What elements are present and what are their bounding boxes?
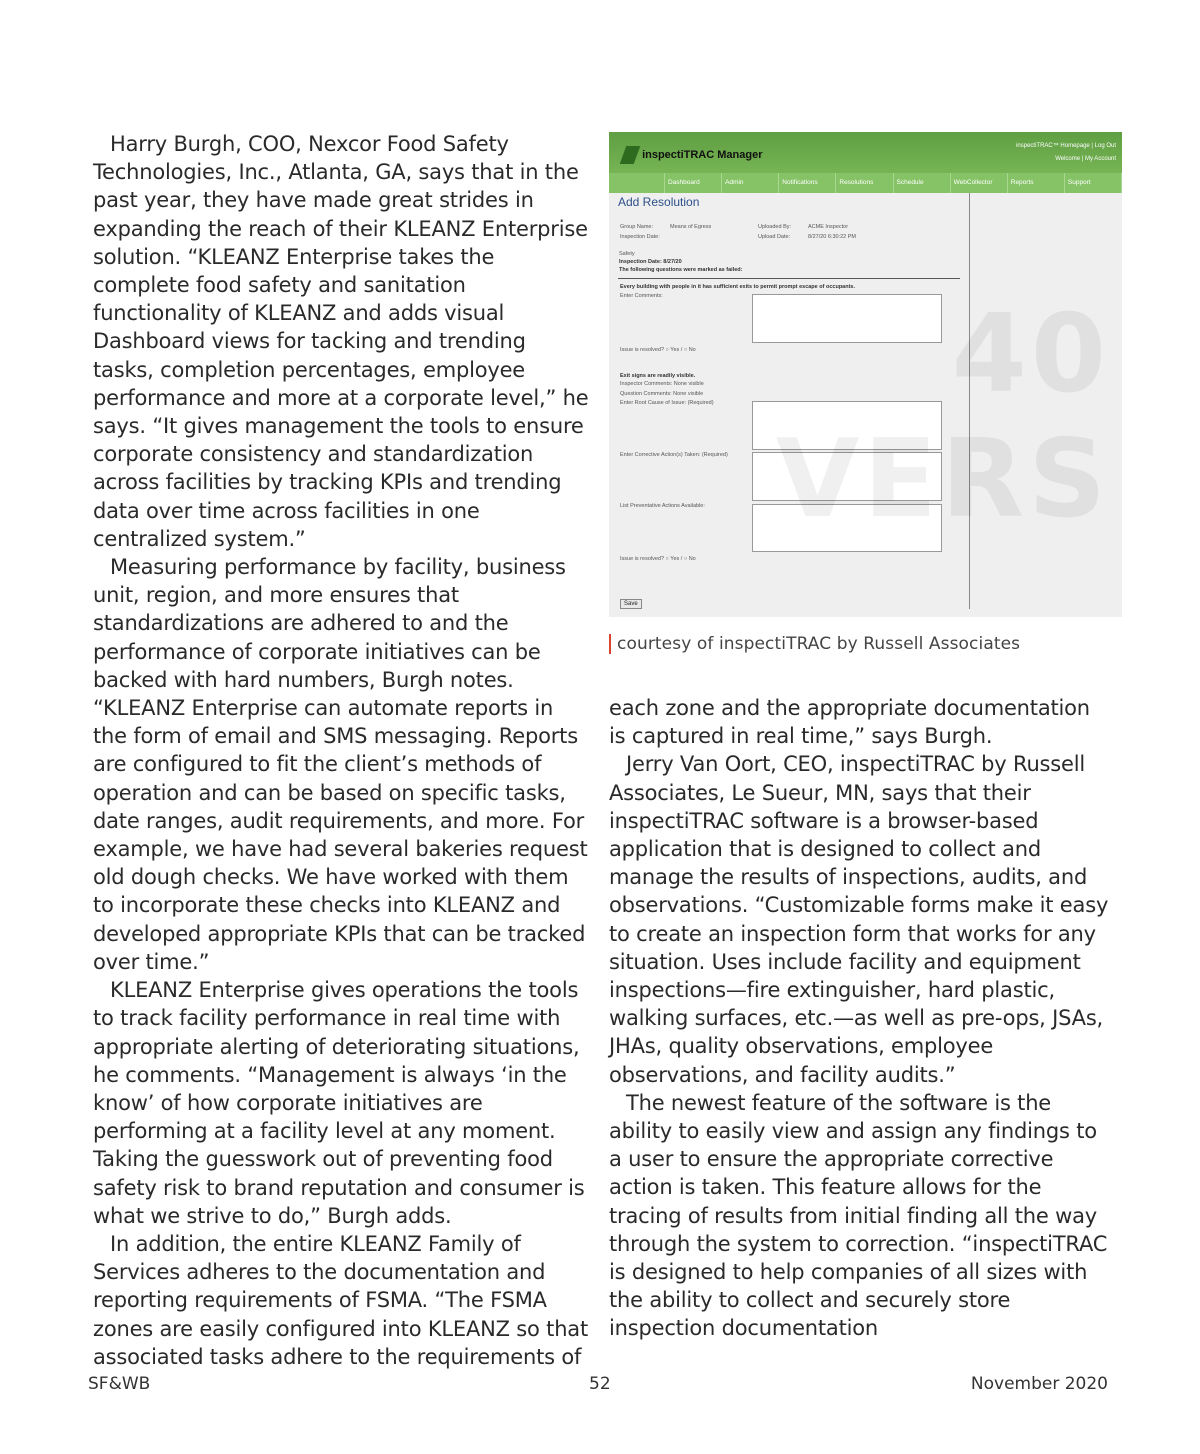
- paragraph: KLEANZ Enterprise gives operations the tools to track facility performance in real time with appropriate alerting of deteriorating situations, he comments. “Management is always ‘in the know’ of how corporate initiatives are performing at a facility level at any moment. Taking the guesswork out of preventing food safety risk to brand reputation and consumer is what we strive to do,” Burgh adds.: [93, 978, 585, 1228]
- paragraph: In addition, the entire KLEANZ Family of Services adheres to the documentation and reporting requirements of FSMA. “The FSMA zones are easily configured into KLEANZ so that associated tasks adhere to the requirements of: [93, 1231, 589, 1369]
- issue-resolved-2: Issue is resolved? ○ Yes / ○ No: [620, 556, 696, 562]
- app-nav: [609, 173, 1122, 193]
- nav-notifications: Notifications: [779, 173, 836, 193]
- paragraph: Harry Burgh, COO, Nexcor Food Safety Technologies, Inc., Atlanta, GA, says that in the past year, they have made great strides in expanding the reach of their KLEANZ Enterprise solution. “KLEANZ Enterprise takes the complete food safety and sanitation functionality of KLEANZ and adds visual Dashboard views for tacking and trending tasks, completion percentages, employee performance and more at a corporate level,” he says. “It gives management the tools to ensure corporate consistency and standardization across facilities by tracking KPIs and trending data over time across facilities in one centralized system.”: [93, 132, 589, 551]
- safety-label: Safety: [619, 251, 635, 257]
- paragraph: Measuring performance by facility, business unit, region, and more ensures that standardizations are adhered to and the performance of corporate initiatives can be backed with hard numbers, Burgh notes. “KLEANZ Enterprise can automate reports in the form of email and SMS messaging. Reports are configured to fit the client’s methods of operation and can be based on specific tasks, date ranges, audit requirements, and more. For example, we have had several bakeries request old dough checks. We have worked with them to incorporate these checks into KLEANZ and developed appropriate KPIs that can be tracked over time.”: [93, 555, 588, 974]
- nav-admin: Admin: [722, 173, 779, 193]
- issue-resolved-1: Issue is resolved? ○ Yes / ○ No: [620, 347, 696, 353]
- upload-date-label: Upload Date:: [758, 234, 791, 240]
- article-left-column: [93, 130, 589, 1371]
- group-name-label: Group Name:: [620, 224, 654, 230]
- upload-date-value: 8/27/20 6:30:22 PM: [808, 234, 857, 240]
- app-header: [609, 132, 1122, 173]
- nav-support: Support: [1065, 173, 1122, 193]
- divider: [618, 278, 960, 279]
- save-button: Save: [620, 599, 642, 609]
- page-number: 52: [589, 1374, 611, 1394]
- question-2: Exit signs are readily visible.: [620, 373, 696, 379]
- enter-comments-label: Enter Comments:: [620, 293, 663, 299]
- form-title: Add Resolution: [618, 195, 700, 209]
- software-screenshot: [609, 132, 1122, 617]
- paragraph: each zone and the appropriate documentation is captured in real time,” says Burgh.: [609, 696, 1090, 749]
- nav-schedule: Schedule: [894, 173, 951, 193]
- group-name-value: Means of Egress: [670, 224, 712, 230]
- watermark: 40 VERS: [775, 292, 1110, 542]
- article-right-column: [609, 694, 1109, 1343]
- issue-date: November 2020: [970, 1374, 1108, 1394]
- homepage-link: inspectiTRAC™ Homepage | Log Out: [1016, 143, 1116, 149]
- question-1: Every building with people in it has sufficient exits to permit prompt escape of occupants.: [620, 284, 856, 290]
- paragraph: Jerry Van Oort, CEO, inspectiTRAC by Russell Associates, Le Sueur, MN, says that their inspectiTRAC software is a browser-based application that is designed to collect and manage the results of inspections, audits, and observations. “Customizable forms make it easy to create an inspection form that works for any situation. Uses include facility and equipment inspections—fire extinguisher, hard plastic, walking surfaces, etc.—as well as pre-ops, JSAs, JHAs, quality observations, employee observations, and facility audits.”: [609, 752, 1109, 1087]
- publication-name: SF&WB: [88, 1374, 151, 1394]
- nav-resolutions: Resolutions: [836, 173, 893, 193]
- checkmark-logo-icon: [620, 146, 641, 164]
- nav-webcollector: WebCollector: [951, 173, 1008, 193]
- inspector-comments: Inspector Comments: None visible: [620, 381, 704, 387]
- preventative-label: List Preventative Actions Available:: [620, 503, 705, 509]
- app-logo: inspectiTRAC Manager: [623, 146, 762, 164]
- failed-line: The following questions were marked as failed:: [619, 267, 743, 273]
- nav-dashboard: Dashboard: [665, 173, 722, 193]
- inspection-date-line: Inspection Date: 8/27/20: [619, 259, 682, 265]
- inspection-date-label: Inspection Date:: [620, 234, 660, 240]
- uploaded-by-label: Uploaded By:: [758, 224, 792, 230]
- nav-reports: Reports: [1008, 173, 1065, 193]
- top-links: [1016, 140, 1116, 166]
- corrective-label: Enter Corrective Action(s) Taken: (Required): [620, 452, 728, 458]
- uploaded-by-value: ACME Inspector: [808, 224, 849, 230]
- paragraph: The newest feature of the software is the ability to easily view and assign any findings to a user to ensure the appropriate corrective action is taken. This feature allows for the tracing of results from initial finding all the way through the system to correction. “inspectiTRAC is designed to help companies of all sizes with the ability to collect and securely store inspection documentation: [609, 1090, 1108, 1341]
- question-comments: Question Comments: None visible: [620, 391, 704, 397]
- figure-caption: courtesy of inspectiTRAC by Russell Associates: [609, 634, 1020, 654]
- account-link: Welcome | My Account: [1055, 156, 1116, 162]
- root-cause-label: Enter Root Cause of Issue: (Required): [620, 400, 714, 406]
